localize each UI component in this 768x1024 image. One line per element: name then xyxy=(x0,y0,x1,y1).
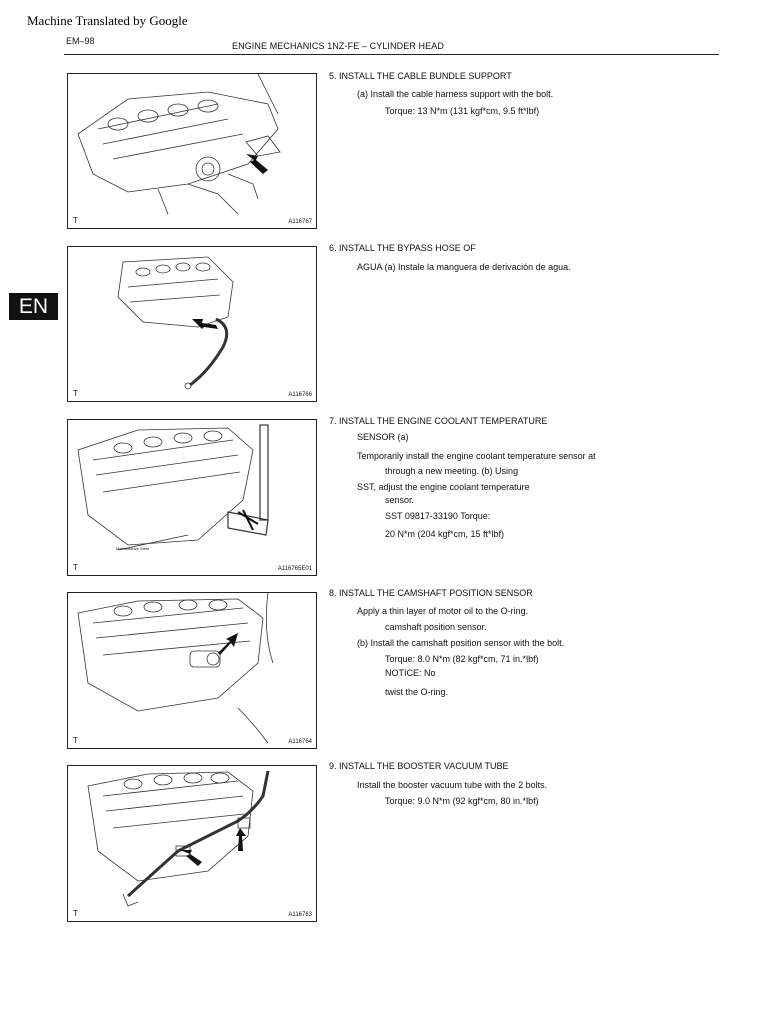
machine-translation-watermark: Machine Translated by Google xyxy=(27,13,188,28)
step-8-line: (b) Install the camshaft position sensor with the bolt. xyxy=(357,638,565,648)
step-7-line: through a new meeting. (b) Using xyxy=(385,466,519,476)
step-8-line: camshaft position sensor. xyxy=(385,622,487,632)
figure-camshaft-position-sensor xyxy=(67,592,317,749)
engine-illustration xyxy=(68,74,316,228)
figure-code: A116767 xyxy=(288,219,312,225)
engine-illustration xyxy=(68,593,316,748)
step-7-line: SENSOR (a) xyxy=(357,432,409,442)
step-8-line: twist the O-ring. xyxy=(385,687,449,697)
step-5-title: 5. INSTALL THE CABLE BUNDLE SUPPORT xyxy=(329,71,512,81)
step-6-line: AGUA (a) Instale la manguera de derivación de agua. xyxy=(357,262,571,272)
header-title: ENGINE MECHANICS 1NZ-FE – CYLINDER HEAD xyxy=(232,41,444,51)
step-5-torque: Torque: 13 N*m (131 kgf*cm, 9.5 ft*lbf) xyxy=(385,106,540,116)
figure-bypass-hose xyxy=(67,246,317,402)
figure-corner-mark: T xyxy=(73,909,78,918)
step-9-torque: Torque: 9.0 N*m (92 kgf*cm, 80 in.*lbf) xyxy=(385,796,539,806)
header-rule xyxy=(64,54,719,55)
figure-cable-bundle-support xyxy=(67,73,317,229)
step-9-title: 9. INSTALL THE BOOSTER VACUUM TUBE xyxy=(329,761,509,771)
engine-illustration xyxy=(68,420,316,575)
engine-illustration xyxy=(68,247,316,401)
figure-corner-mark: T xyxy=(73,736,78,745)
step-7-line: Temporarily install the engine coolant temperature sensor at xyxy=(357,451,596,461)
page-number: EM–98 xyxy=(66,36,95,46)
figure-corner-mark: T xyxy=(73,389,78,398)
step-9-line: Install the booster vacuum tube with the 2 bolts. xyxy=(357,780,548,790)
step-7-title: 7. INSTALL THE ENGINE COOLANT TEMPERATURE xyxy=(329,416,548,426)
figure-code: A116764 xyxy=(288,739,312,745)
figure-callout-label: Maintenance Steel xyxy=(116,546,150,551)
step-8-line: Apply a thin layer of motor oil to the O-ring. xyxy=(357,606,529,616)
step-7-line: SST, adjust the engine coolant temperature xyxy=(357,482,530,492)
figure-code: A116763 xyxy=(288,912,312,918)
figure-corner-mark: T xyxy=(73,216,78,225)
section-tab: EN xyxy=(9,293,58,320)
step-6-title: 6. INSTALL THE BYPASS HOSE OF xyxy=(329,243,476,253)
figure-coolant-temperature-sensor xyxy=(67,419,317,576)
step-8-notice: NOTICE: No xyxy=(385,668,436,678)
figure-code: A116766 xyxy=(288,392,312,398)
figure-code: A116765E01 xyxy=(277,566,312,572)
step-5-line: (a) Install the cable harness support with the bolt. xyxy=(357,89,554,99)
step-7-line: sensor. xyxy=(385,495,415,505)
step-7-torque: 20 N*m (204 kgf*cm, 15 ft*lbf) xyxy=(385,529,505,539)
engine-illustration xyxy=(68,766,316,921)
figure-corner-mark: T xyxy=(73,563,78,572)
step-8-title: 8. INSTALL THE CAMSHAFT POSITION SENSOR xyxy=(329,588,533,598)
step-8-torque: Torque: 8.0 N*m (82 kgf*cm, 71 in.*lbf) xyxy=(385,654,539,664)
step-7-line: SST 09817-33190 Torque: xyxy=(385,511,491,521)
figure-booster-vacuum-tube xyxy=(67,765,317,922)
